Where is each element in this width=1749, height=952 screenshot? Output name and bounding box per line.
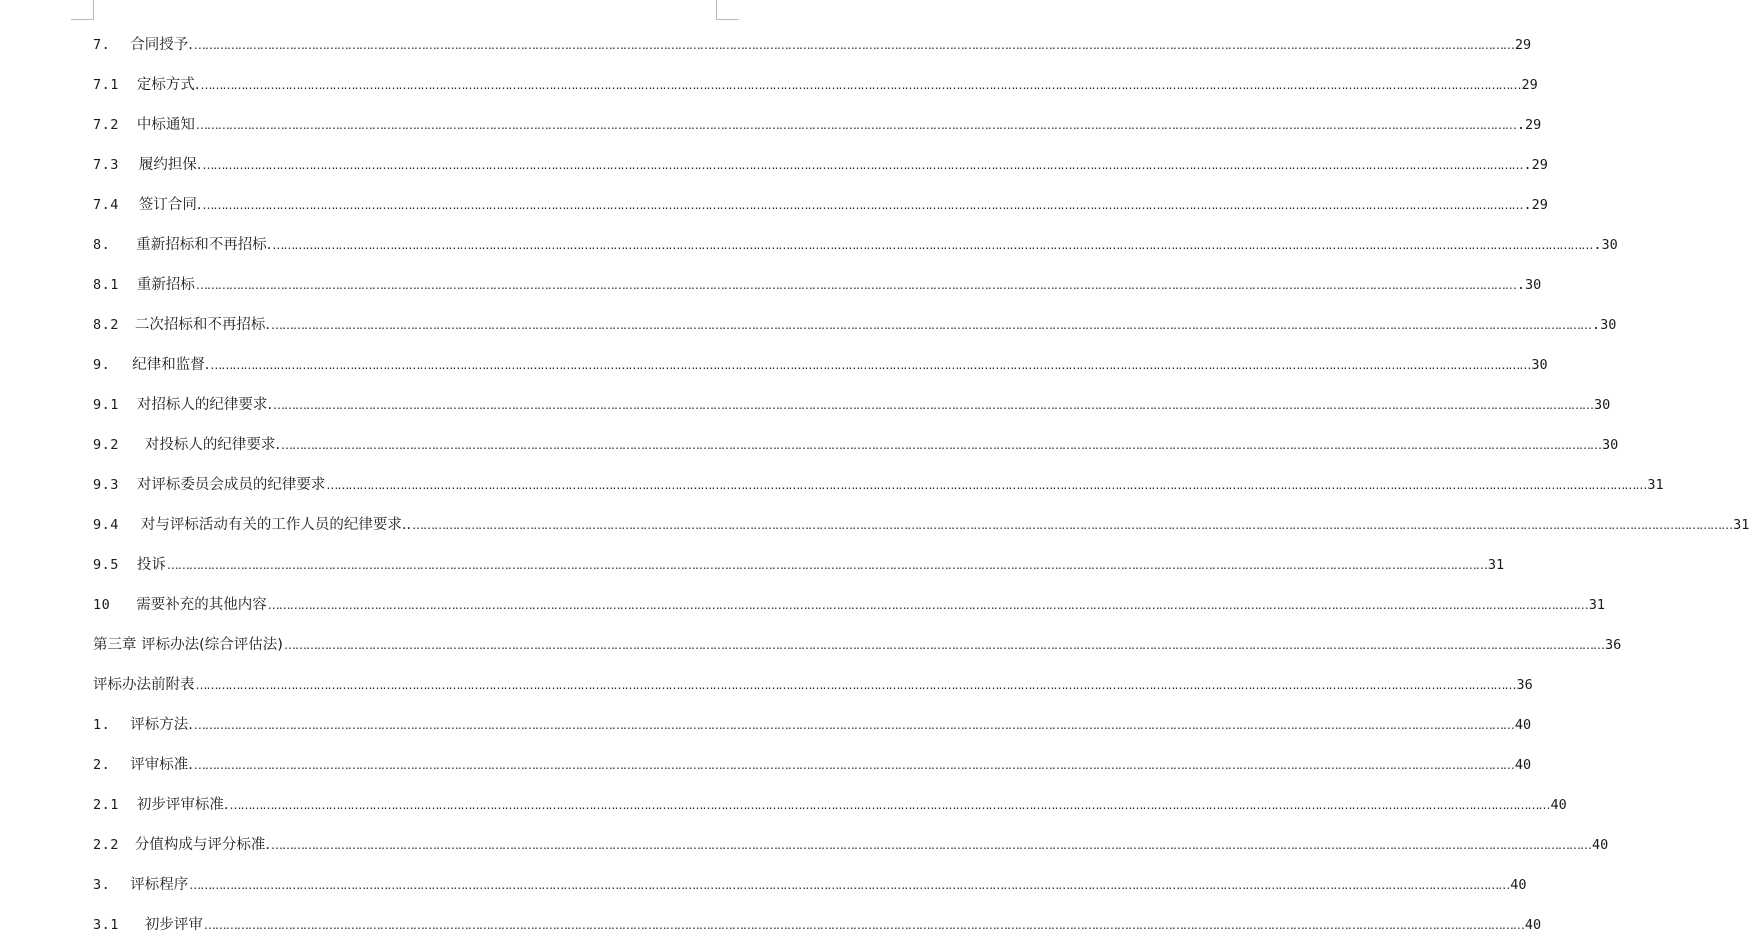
toc-entry-number: 9.4 [93,517,119,533]
toc-entry[interactable] [93,272,1542,312]
toc-entry-number: 2.1 [93,797,119,813]
toc-entry-title: 评标程序 [130,877,189,893]
toc-entry[interactable] [93,792,1567,832]
toc-entry-page-number: 31 [1647,477,1664,493]
toc-entry-page-number: 40 [1514,717,1532,733]
toc-entry-title: 对评标委员会成员的纪律要求 [136,477,326,493]
toc-entry-number: 7. [93,37,111,53]
toc-entry-title: 履约担保. [138,157,202,173]
toc-entry-number: 10 [93,597,111,613]
toc-leader-dots: ……………………………………………………………………………………………………………………………………………………………………………………………………………………………………………………………………………………………………………………………… [193,718,1514,732]
toc-entry[interactable] [93,592,1606,632]
toc-entry-title: 合同授予. [130,37,193,53]
crop-mark-top-right-horizontal [716,19,739,20]
toc-entry-page-number: 40 [1514,757,1532,773]
toc-entry-page-number: 36 [1516,677,1533,693]
toc-entry-title: 分值构成与评分标准. [134,837,270,853]
toc-entry[interactable] [93,192,1548,232]
toc-leader-dots: ……………………………………………………………………………………………………………………………………………………………………………………………………………………………………………………………………………………………………………………………… [229,798,1550,812]
toc-entry[interactable] [93,152,1548,192]
toc-entry-number: 7.1 [93,77,119,93]
toc-entry-page-number: .30 [1593,237,1618,253]
toc-leader-dots: ……………………………………………………………………………………………………………………………………………………………………………………………………………………………………………………………………………………………………………………………… [189,878,1510,892]
toc-entry-page-number: .30 [1592,317,1617,333]
toc-entry-page-number: 30 [1594,397,1611,413]
toc-entry-number: 9.5 [93,557,119,573]
toc-entry-page-number: 29 [1521,77,1538,93]
toc-leader-dots: ……………………………………………………………………………………………………………………………………………………………………………………………………………………………………………………………………………………………………………………………… [281,438,1601,452]
toc-entry[interactable] [93,712,1532,752]
toc-entry-page-number: .29 [1516,117,1542,133]
toc-entry[interactable] [93,232,1618,272]
toc-leader-dots: ……………………………………………………………………………………………………………………………………………………………………………………………………………………………………………………………………………………………………………………………… [210,358,1531,372]
toc-entry-number: 7.3 [93,157,119,173]
toc-entry[interactable] [93,752,1532,792]
toc-entry[interactable] [93,32,1532,72]
toc-leader-dots: ……………………………………………………………………………………………………………………………………………………………………………………………………………………………………………………………………………………………………………………………… [193,758,1514,772]
toc-entry-number: 8.1 [93,277,119,293]
toc-entry[interactable] [93,392,1611,432]
toc-entry[interactable] [93,832,1609,872]
toc-entry[interactable] [93,472,1664,512]
toc-leader-dots: ……………………………………………………………………………………………………………………………………………………………………………………………………………………………………………………………………………………………………………………………… [195,118,1516,132]
toc-leader-dots: ……………………………………………………………………………………………………………………………………………………………………………………………………………………………………………………………………………………………………………………………… [202,198,1523,212]
toc-entry-title: 对投标人的纪律要求. [144,437,280,453]
toc-entry-page-number: 31 [1588,597,1606,613]
toc-entry-title: 评审标准. [130,757,193,773]
toc-entry[interactable] [93,912,1542,952]
toc-entry-page-number: 30 [1602,437,1619,453]
toc-entry-title: 二次招标和不再招标. [134,317,270,333]
toc-entry-number: 7.4 [93,197,119,213]
toc-leader-dots: ……………………………………………………………………………………………………………………………………………………………………………………………………………………………………………………………………………………………………………………………… [283,638,1604,652]
toc-entry-title: 投诉 [136,557,166,573]
toc-entry-page-number: 29 [1514,37,1532,53]
crop-mark-top-left-vertical [93,0,94,20]
toc-entry-number: 8. [93,237,111,253]
toc-entry-title: 纪律和监督. [132,357,210,373]
table-of-contents [93,32,1749,952]
toc-entry-title: 评标方法. [130,717,193,733]
toc-entry-title: 重新招标和不再招标. [136,237,272,253]
toc-entry-number: 9. [93,357,111,373]
toc-leader-dots: ……………………………………………………………………………………………………………………………………………………………………………………………………………………………………………………………………………………………………………………………… [195,278,1516,292]
toc-entry[interactable] [93,72,1538,112]
toc-entry-title: 签订合同. [138,197,202,213]
toc-entry-page-number: 40 [1550,797,1567,813]
toc-leader-dots: ……………………………………………………………………………………………………………………………………………………………………………………………………………………………………………………………………………………………………………………………… [200,78,1521,92]
toc-leader-dots: ……………………………………………………………………………………………………………………………………………………………………………………………………………………………………………………………………………………………………………………………… [326,478,1647,492]
toc-entry[interactable] [93,112,1542,152]
toc-leader-dots: ……………………………………………………………………………………………………………………………………………………………………………………………………………………………………………………………………………………………………………………………… [193,38,1514,52]
toc-entry-title: 需要补充的其他内容 [136,597,267,613]
toc-entry-page-number: 40 [1510,877,1527,893]
toc-entry-title: 重新招标 [136,277,195,293]
toc-leader-dots: ……………………………………………………………………………………………………………………………………………………………………………………………………………………………………………………………………………………………………………………………… [271,838,1591,852]
toc-entry-number: 2.2 [93,837,119,853]
toc-entry-number: 9.3 [93,477,119,493]
toc-entry-number: 7.2 [93,117,119,133]
toc-entry-page-number: 30 [1531,357,1548,373]
toc-entry-number: 9.1 [93,397,119,413]
toc-entry-title: 定标方式. [136,77,200,93]
toc-entry-page-number: 40 [1524,917,1542,933]
toc-entry-page-number: 31 [1487,557,1505,573]
toc-entry[interactable] [93,352,1548,392]
toc-entry[interactable] [93,512,1749,552]
crop-mark-top-right-vertical [716,0,717,20]
toc-entry-title: 对招标人的纪律要求. [136,397,272,413]
toc-leader-dots: ……………………………………………………………………………………………………………………………………………………………………………………………………………………………………………………………………………………………………………………………… [166,558,1487,572]
toc-entry[interactable] [93,632,1622,672]
toc-entry-title: 初步评审 [144,917,203,933]
toc-leader-dots: ……………………………………………………………………………………………………………………………………………………………………………………………………………………………………………………………………………………………………………………………… [202,158,1523,172]
toc-entry[interactable] [93,872,1527,912]
toc-leader-dots: ……………………………………………………………………………………………………………………………………………………………………………………………………………………………………………………………………………………………………………………………… [272,238,1593,252]
toc-entry-number: 9.2 [93,437,119,453]
toc-entry-page-number: 31 [1733,517,1749,533]
toc-entry-number: 8.2 [93,317,119,333]
toc-entry-number: 2. [93,757,111,773]
toc-entry-title: 中标通知 [136,117,195,133]
toc-entry-title: 初步评审标准. [136,797,229,813]
toc-entry-page-number: .30 [1516,277,1542,293]
toc-leader-dots: ……………………………………………………………………………………………………………………………………………………………………………………………………………………………………………………………………………………………………………………………… [273,398,1593,412]
toc-entry[interactable] [93,432,1619,472]
toc-leader-dots: ……………………………………………………………………………………………………………………………………………………………………………………………………………………………………………………………………………………………………………………………… [412,518,1733,532]
toc-entry-number: 1. [93,717,111,733]
toc-entry-page-number: .29 [1523,157,1548,173]
toc-entry-title: 评标办法前附表 [93,677,195,693]
toc-leader-dots: ……………………………………………………………………………………………………………………………………………………………………………………………………………………………………………………………………………………………………………………………… [271,318,1591,332]
toc-entry-number: 3. [93,877,111,893]
toc-entry[interactable] [93,312,1617,352]
toc-entry-page-number: .29 [1523,197,1548,213]
crop-mark-top-left-horizontal [71,19,94,20]
toc-entry-page-number: 36 [1604,637,1622,653]
toc-entry-page-number: 40 [1592,837,1609,853]
toc-entry-title: 对与评标活动有关的工作人员的纪律要求.. [140,517,412,533]
toc-leader-dots: ……………………………………………………………………………………………………………………………………………………………………………………………………………………………………………………………………………………………………………………………… [203,918,1524,932]
toc-entry[interactable] [93,552,1505,592]
toc-entry-number: 3.1 [93,917,119,933]
toc-entry-title: 第三章 评标办法(综合评估法) [93,637,283,653]
toc-leader-dots: ……………………………………………………………………………………………………………………………………………………………………………………………………………………………………………………………………………………………………………………………… [267,598,1588,612]
toc-entry[interactable] [93,672,1533,712]
toc-leader-dots: ……………………………………………………………………………………………………………………………………………………………………………………………………………………………………………………………………………………………………………………………… [195,678,1516,692]
